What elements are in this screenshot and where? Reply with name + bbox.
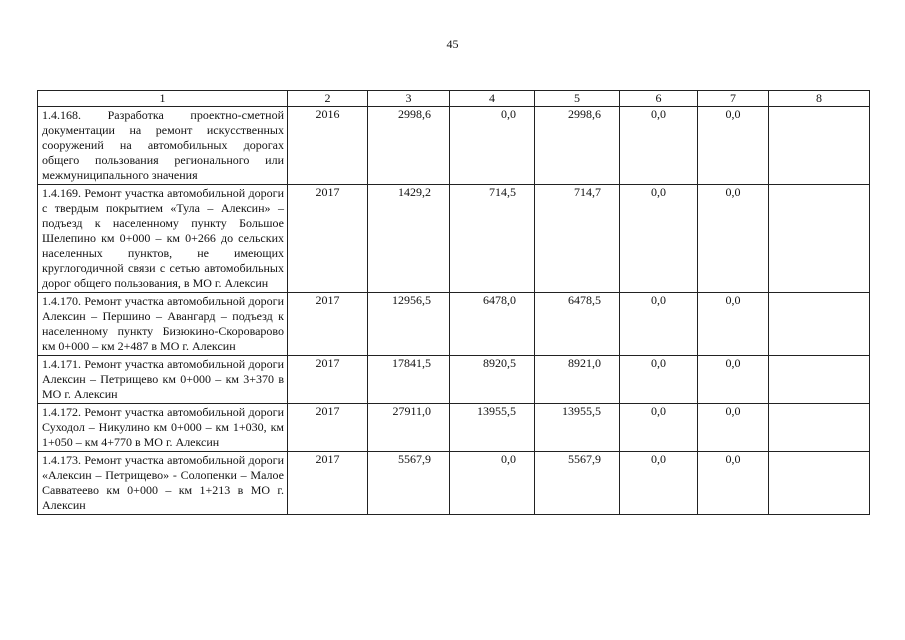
- table-row: [38, 356, 870, 404]
- item-col4: 714,5: [450, 185, 535, 293]
- col-header-7: 7: [698, 91, 769, 107]
- item-col7: 0,0: [698, 404, 769, 452]
- item-description: 1.4.171. Ремонт участка автомобильной дороги Алексин – Петрищево км 0+000 – км 3+370 в МО г. Алексин: [38, 356, 288, 404]
- table-row: [38, 404, 870, 452]
- item-col3: 5567,9: [368, 452, 450, 515]
- col-header-5: 5: [535, 91, 620, 107]
- item-col5: 6478,5: [535, 293, 620, 356]
- item-col7: 0,0: [698, 452, 769, 515]
- item-col8: [769, 107, 870, 185]
- item-col5: 2998,6: [535, 107, 620, 185]
- item-description: 1.4.173. Ремонт участка автомобильной дороги «Алексин – Петрищево» - Солопенки – Малое Савватеево км 0+000 – км 1+213 в МО г. Алексин: [38, 452, 288, 515]
- item-col7: 0,0: [698, 107, 769, 185]
- item-col3: 17841,5: [368, 356, 450, 404]
- item-col5: 714,7: [535, 185, 620, 293]
- item-col6: 0,0: [620, 293, 698, 356]
- item-year: 2016: [288, 107, 368, 185]
- item-description: 1.4.168. Разработка проектно-сметной документации на ремонт искусственных сооружений на автомобильных дорогах общего пользования регионального или межмуниципального значения: [38, 107, 288, 185]
- item-col4: 13955,5: [450, 404, 535, 452]
- item-col6: 0,0: [620, 107, 698, 185]
- item-year: 2017: [288, 356, 368, 404]
- item-col7: 0,0: [698, 185, 769, 293]
- col-header-2: 2: [288, 91, 368, 107]
- table-row: [38, 107, 870, 185]
- item-col6: 0,0: [620, 185, 698, 293]
- col-header-6: 6: [620, 91, 698, 107]
- col-header-3: 3: [368, 91, 450, 107]
- col-header-1: 1: [38, 91, 288, 107]
- item-col3: 2998,6: [368, 107, 450, 185]
- table-row: [38, 452, 870, 515]
- item-col6: 0,0: [620, 452, 698, 515]
- item-year: 2017: [288, 185, 368, 293]
- item-col5: 8921,0: [535, 356, 620, 404]
- item-col8: [769, 404, 870, 452]
- col-header-4: 4: [450, 91, 535, 107]
- item-description: 1.4.172. Ремонт участка автомобильной дороги Суходол – Никулино км 0+000 – км 1+030, км 1+050 – км 4+770 в МО г. Алексин: [38, 404, 288, 452]
- item-col8: [769, 293, 870, 356]
- item-col4: 0,0: [450, 107, 535, 185]
- item-col8: [769, 185, 870, 293]
- budget-table: [37, 90, 870, 515]
- table-row: [38, 185, 870, 293]
- item-col5: 5567,9: [535, 452, 620, 515]
- item-description: 1.4.169. Ремонт участка автомобильной дороги с твердым покрытием «Тула – Алексин» – подъезд к населенному пункту Большое Шелепино км 0+000 – км 0+266 до сельских населенных пунктов, не имеющих круглогодичной связи с сетью автомобильных дорог общего пользования, в МО г. Алексин: [38, 185, 288, 293]
- item-col8: [769, 452, 870, 515]
- header-row: [38, 91, 870, 107]
- item-col3: 12956,5: [368, 293, 450, 356]
- item-col7: 0,0: [698, 293, 769, 356]
- item-col6: 0,0: [620, 356, 698, 404]
- item-col3: 27911,0: [368, 404, 450, 452]
- item-col4: 6478,0: [450, 293, 535, 356]
- table-row: [38, 293, 870, 356]
- page-number: 45: [446, 37, 459, 51]
- item-col8: [769, 356, 870, 404]
- item-col3: 1429,2: [368, 185, 450, 293]
- item-col4: 0,0: [450, 452, 535, 515]
- item-description: 1.4.170. Ремонт участка автомобильной дороги Алексин – Першино – Авангард – подъезд к населенному пункту Бизюкино-Скороварово км 0+000 – км 2+487 в МО г. Алексин: [38, 293, 288, 356]
- item-year: 2017: [288, 404, 368, 452]
- item-col5: 13955,5: [535, 404, 620, 452]
- item-year: 2017: [288, 452, 368, 515]
- item-col4: 8920,5: [450, 356, 535, 404]
- col-header-8: 8: [769, 91, 870, 107]
- item-col7: 0,0: [698, 356, 769, 404]
- item-year: 2017: [288, 293, 368, 356]
- item-col6: 0,0: [620, 404, 698, 452]
